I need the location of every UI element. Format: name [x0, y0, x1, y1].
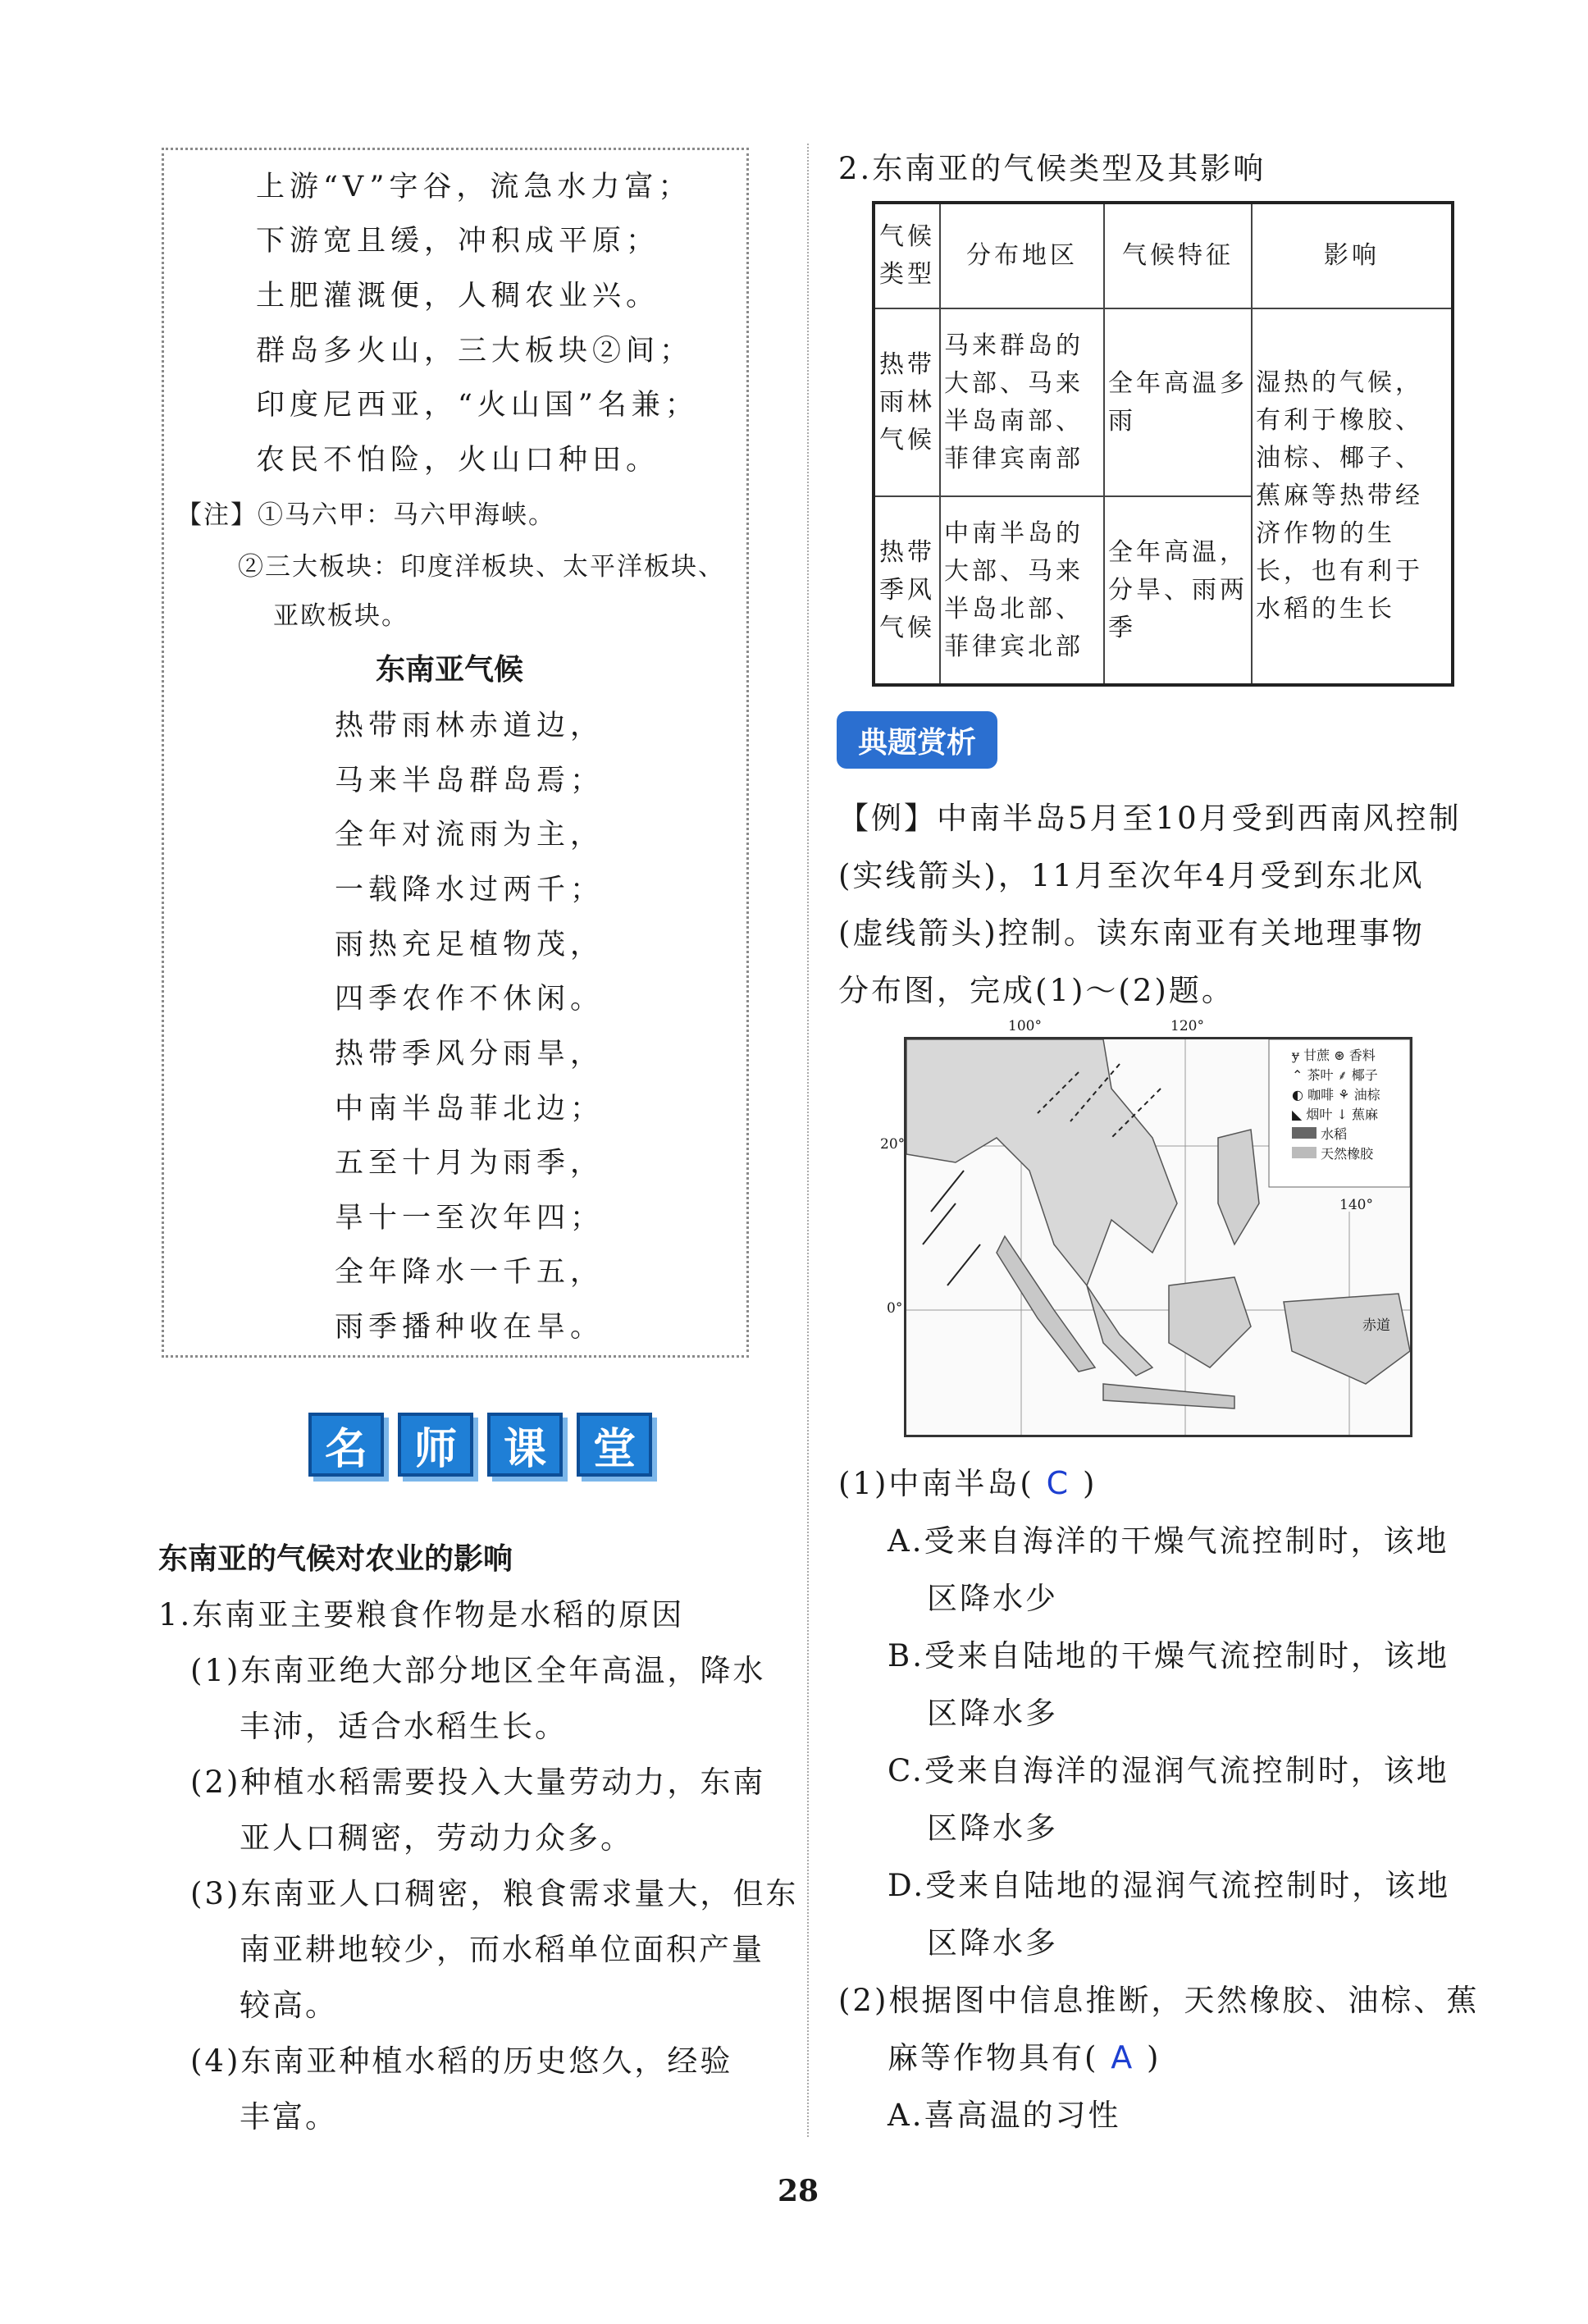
table-cell: 湿热的气候，有利于橡胶、油棕、椰子、蕉麻等热带经济作物的生长，也有利于水稻的生长: [1252, 308, 1453, 685]
lat-label: 20°: [880, 1136, 906, 1153]
rhyme-line: 热带雨林赤道边，: [335, 710, 605, 742]
legend-item: 甘蔗: [1303, 1048, 1330, 1063]
answer-mark: C: [1046, 1465, 1071, 1501]
option-line: B.受来自陆地的干燥气流控制时，该地: [888, 1638, 1449, 1673]
equator-label: 赤道: [1362, 1317, 1390, 1334]
climate-rhyme-title: 东南亚气候: [376, 653, 524, 687]
example-line: 【例】中南半岛5月至10月受到西南风控制: [838, 801, 1462, 836]
question-close: ): [1082, 1466, 1097, 1501]
lesson-line: 亚人口稠密，劳动力众多。: [240, 1820, 633, 1856]
lesson-line: (2)种植水稻需要投入大量劳动力，东南: [190, 1765, 766, 1800]
rice-swatch: [1292, 1127, 1316, 1139]
legend-item: 椰子: [1351, 1067, 1378, 1083]
legend-item: 香料: [1348, 1048, 1376, 1063]
lesson-line: 丰沛，适合水稻生长。: [240, 1709, 568, 1744]
lesson-line: 丰富。: [240, 2099, 338, 2135]
rhyme-line: 农民不怕险，火山口种田。: [256, 444, 660, 477]
option-line: D.受来自陆地的湿润气流控制时，该地: [888, 1868, 1451, 1903]
table-cell: 热带季风气候: [874, 496, 940, 685]
question-1: [838, 1459, 1097, 1503]
lesson-line: (4)东南亚种植水稻的历史悠久，经验: [190, 2043, 733, 2079]
sugarcane-icon: ɏ: [1292, 1048, 1300, 1063]
table-header: 分布地区: [940, 203, 1104, 308]
map-legend: ɏ 甘蔗 ⊛ 香料 ⌃ 茶叶 ⸙ 椰子 ◐ 咖啡 ⚘ 油棕 ◣ 烟叶 ↓ 蕉麻 水稻 天然橡胶: [1292, 1048, 1380, 1162]
banner-char: 堂: [577, 1413, 652, 1477]
section-tag: 典题赏析: [837, 711, 997, 769]
legend-item: 天然橡胶: [1321, 1146, 1374, 1162]
page-number: 28: [778, 2174, 819, 2208]
rhyme-line: 四季农作不休闲。: [335, 983, 605, 1016]
rhyme-line: 土肥灌溉便，人稠农业兴。: [256, 280, 660, 313]
option-line: A.喜高温的习性: [888, 2098, 1121, 2133]
lesson-line: (1)东南亚绝大部分地区全年高温，降水: [190, 1653, 766, 1688]
legend-item: 蕉麻: [1352, 1107, 1379, 1122]
example-line: (实线箭头)，11月至次年4月受到东北风: [838, 858, 1425, 893]
rhyme-line: 旱十一至次年四；: [335, 1202, 605, 1235]
column-divider: [807, 144, 809, 2137]
legend-item: 咖啡: [1307, 1087, 1335, 1103]
table-header: 气候特征: [1104, 203, 1252, 308]
option-line: 区降水多: [927, 1810, 1058, 1846]
legend-item: 水稻: [1321, 1126, 1348, 1142]
answer-mark: A: [1111, 2039, 1135, 2075]
banner-char: 名: [308, 1413, 384, 1477]
lesson-heading: 东南亚的气候对农业的影响: [158, 1542, 513, 1576]
example-line: (虚线箭头)控制。读东南亚有关地理事物: [838, 915, 1425, 951]
question-2-line: (2)根据图中信息推断，天然橡胶、油棕、蕉: [838, 1983, 1480, 2018]
banner-char: 师: [398, 1413, 473, 1477]
rhyme-line: 热带季风分雨旱，: [335, 1038, 605, 1071]
lon-label: 100°: [1008, 1018, 1042, 1034]
note-line: 亚欧板块。: [273, 601, 408, 631]
table-cell: 中南半岛的大部、马来半岛北部、菲律宾北部: [940, 496, 1104, 685]
option-line: 区降水多: [927, 1925, 1058, 1961]
legend-item: 油棕: [1353, 1087, 1380, 1103]
table-cell: 马来群岛的大部、马来半岛南部、菲律宾南部: [940, 308, 1104, 497]
tobacco-icon: ◣: [1292, 1107, 1303, 1122]
rhyme-line: 五至十月为雨季，: [335, 1147, 605, 1180]
rhyme-line: 中南半岛菲北边；: [335, 1093, 605, 1125]
table-cell: 全年高温，分旱、雨两季: [1104, 496, 1252, 685]
rubber-swatch: [1292, 1147, 1316, 1158]
lesson-line: 较高。: [240, 1988, 338, 2023]
option-line: C.受来自海洋的湿润气流控制时，该地: [888, 1753, 1449, 1788]
lat-label: 0°: [887, 1300, 903, 1317]
table-header: 气候类型: [874, 203, 940, 308]
lesson-line: 南亚耕地较少，而水稻单位面积产量: [240, 1932, 764, 1967]
rhyme-line: 马来半岛群岛焉；: [335, 765, 605, 797]
lon-label: 120°: [1170, 1018, 1204, 1034]
rhyme-line: 群岛多火山，三大板块②间；: [256, 335, 694, 368]
table-cell: 全年高温多雨: [1104, 308, 1252, 497]
climate-table: [872, 201, 1454, 687]
rhyme-line: 雨热充足植物茂，: [335, 929, 605, 961]
question-2: [888, 2033, 1161, 2077]
lesson-line: 1.东南亚主要粮食作物是水稻的原因: [158, 1597, 685, 1632]
lon-label: 140°: [1339, 1197, 1373, 1213]
rhyme-line: 雨季播种收在旱。: [335, 1311, 605, 1344]
rhyme-line: 全年对流雨为主，: [335, 819, 605, 852]
legend-item: 茶叶: [1307, 1067, 1334, 1083]
lesson-line: (3)东南亚人口稠密，粮食需求量大，但东: [190, 1876, 799, 1911]
note-line: ②三大板块：印度洋板块、太平洋板块、: [238, 552, 725, 582]
option-line: 区降水多: [927, 1696, 1058, 1731]
banner-char: 课: [487, 1413, 563, 1477]
option-line: 区降水少: [927, 1581, 1058, 1616]
southeast-asia-map: [880, 1018, 1412, 1437]
table-cell: 热带雨林气候: [874, 308, 940, 497]
rhyme-line: 下游宽且缓，冲积成平原；: [256, 225, 660, 258]
question-stem: (1)中南半岛(: [838, 1466, 1034, 1501]
example-line: 分布图，完成(1)～(2)题。: [838, 973, 1234, 1008]
rhyme-line: 全年降水一千五，: [335, 1256, 605, 1289]
legend-item: 烟叶: [1306, 1107, 1333, 1122]
rhyme-line: 上游“V”字谷，流急水力富；: [256, 171, 692, 203]
coffee-icon: ◐: [1292, 1087, 1303, 1103]
tea-icon: ⌃: [1292, 1067, 1303, 1083]
note-line: 【注】①马六甲：马六甲海峡。: [176, 500, 555, 530]
rhyme-line: 印度尼西亚，“火山国”名兼；: [256, 389, 699, 422]
question-stem: 麻等作物具有(: [888, 2040, 1099, 2075]
question-close: ): [1146, 2040, 1161, 2075]
table-header: 影响: [1252, 203, 1453, 308]
option-line: A.受来自海洋的干燥气流控制时，该地: [888, 1523, 1449, 1559]
rhyme-line: 一载降水过两千；: [335, 874, 605, 906]
section-title: 2.东南亚的气候类型及其影响: [838, 151, 1266, 186]
